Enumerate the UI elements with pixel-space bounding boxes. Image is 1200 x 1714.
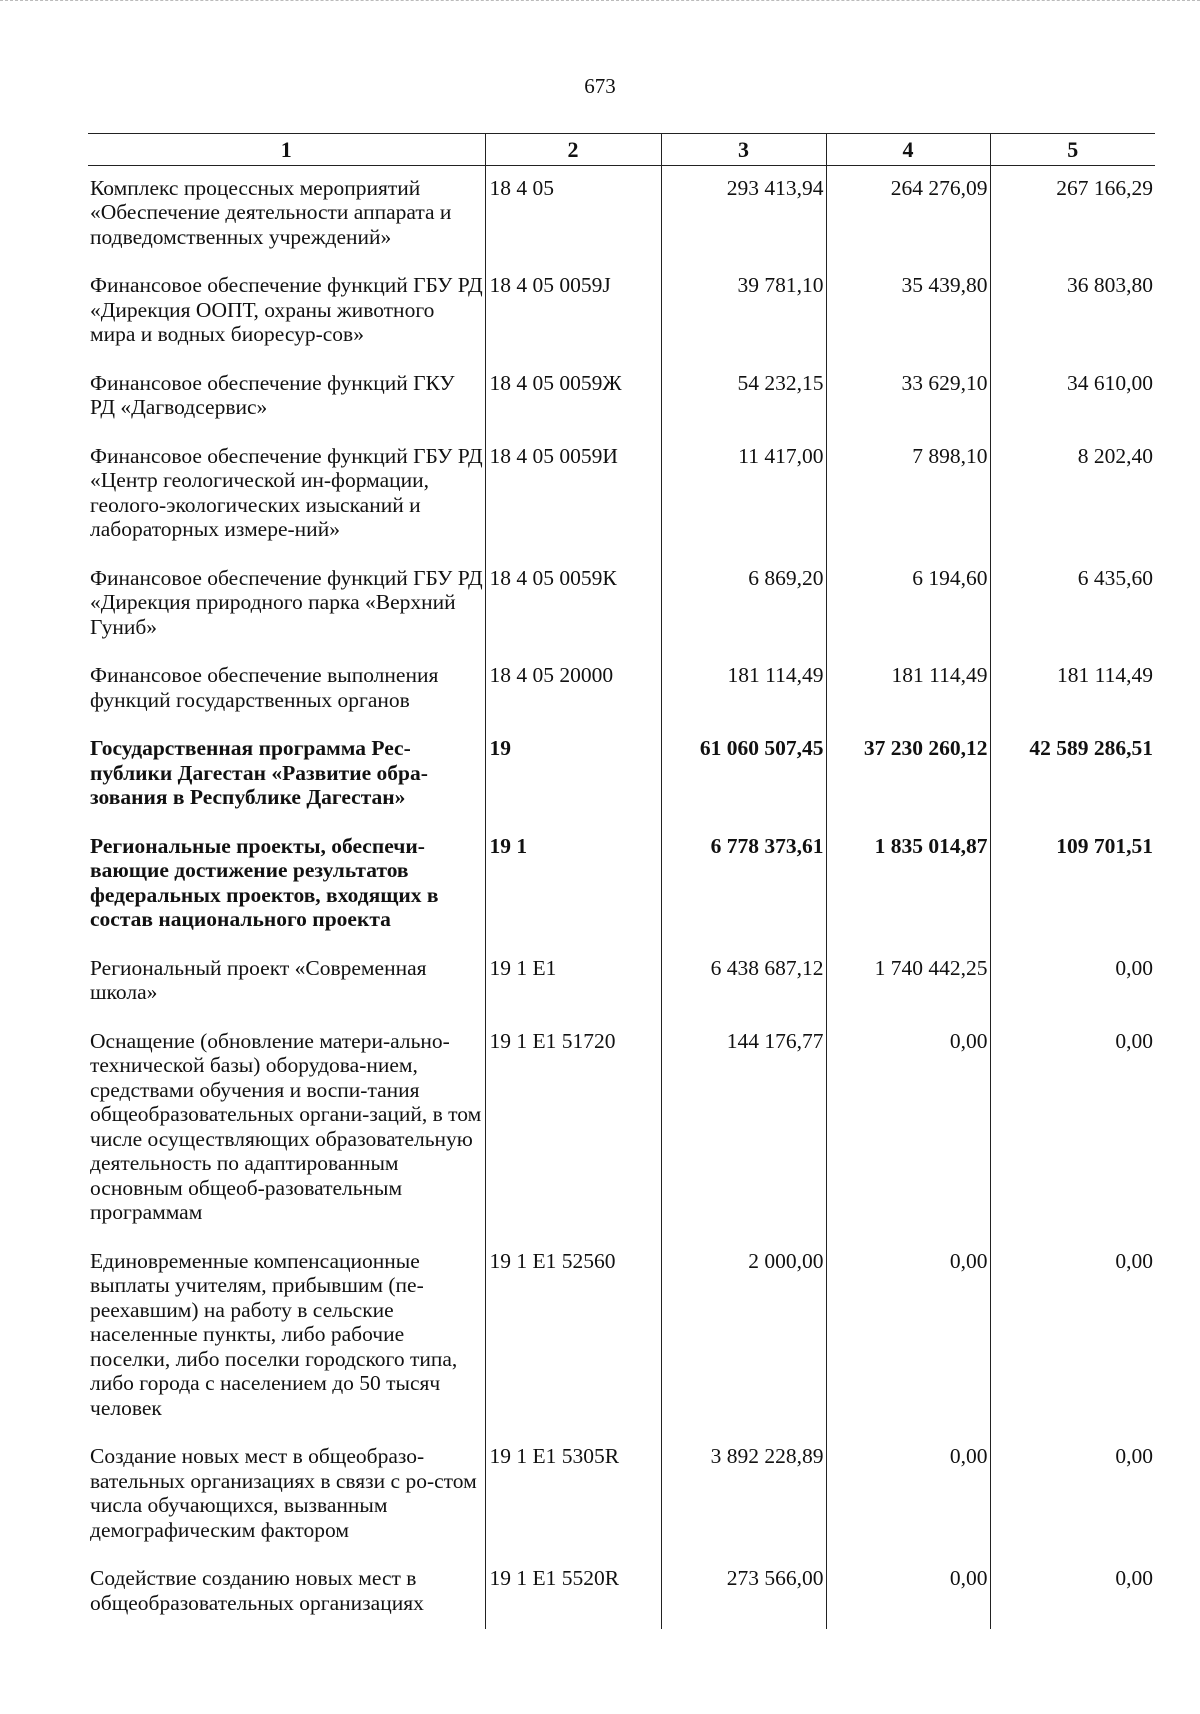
- row-value-col-4: 0,00: [826, 1556, 990, 1629]
- header-row: [88, 134, 1155, 166]
- row-value-col-3: 293 413,94: [661, 165, 826, 263]
- row-value-col-5: 0,00: [990, 946, 1155, 1019]
- row-value-col-4: 0,00: [826, 1239, 990, 1435]
- row-code-cell: 19 1 E1 5520R: [485, 1556, 661, 1629]
- header-col-1: 1: [88, 134, 485, 166]
- budget-table: [88, 133, 1155, 1629]
- table-row: [88, 1434, 1155, 1556]
- table-row: [88, 1556, 1155, 1629]
- table-row: [88, 361, 1155, 434]
- table-body: [88, 165, 1155, 1629]
- row-value-col-4: 35 439,80: [826, 263, 990, 361]
- row-code-cell: 18 4 05 0059J: [485, 263, 661, 361]
- row-value-col-5: 181 114,49: [990, 653, 1155, 726]
- row-value-col-5: 36 803,80: [990, 263, 1155, 361]
- row-code-cell: 18 4 05 20000: [485, 653, 661, 726]
- row-value-col-4: 1 740 442,25: [826, 946, 990, 1019]
- row-value-col-4: 37 230 260,12: [826, 726, 990, 824]
- row-name-cell: Содействие созданию новых мест в общеобразовательных организациях: [90, 1566, 424, 1615]
- row-code-cell: 18 4 05 0059Ж: [485, 361, 661, 434]
- table-row: [88, 946, 1155, 1019]
- row-value-col-5: 34 610,00: [990, 361, 1155, 434]
- row-value-col-4: 6 194,60: [826, 556, 990, 654]
- table-row: [88, 653, 1155, 726]
- row-name-cell: Оснащение (обновление матери-ально-технической базы) оборудова-нием, средствами обучения и воспи-тания общеобразовательных органи-заций, в том числе осуществляющих образовательную деятельность по адаптированным основным общеоб-разовательным программам: [90, 1028, 482, 1224]
- row-value-col-5: 0,00: [990, 1239, 1155, 1435]
- row-code-cell: 19 1: [485, 824, 661, 946]
- header-col-3: 3: [661, 134, 826, 166]
- row-value-col-3: 273 566,00: [661, 1556, 826, 1629]
- row-value-col-5: 109 701,51: [990, 824, 1155, 946]
- row-code-cell: 19 1 E1 51720: [485, 1019, 661, 1239]
- row-name-cell: Финансовое обеспечение функций ГБУ РД «Дирекция природного парка «Верхний Гуниб»: [90, 565, 483, 639]
- row-name-cell: Региональный проект «Современная школа»: [90, 955, 427, 1004]
- row-name-cell: Региональные проекты, обеспечи-вающие достижение результатов федеральных проектов, входящих в состав национального проекта: [90, 833, 439, 931]
- row-name-cell: Комплекс процессных мероприятий «Обеспечение деятельности аппарата и подведомственных учреждений»: [90, 175, 452, 249]
- row-value-col-3: 2 000,00: [661, 1239, 826, 1435]
- row-value-col-3: 39 781,10: [661, 263, 826, 361]
- table-header: [88, 134, 1155, 166]
- row-value-col-4: 0,00: [826, 1019, 990, 1239]
- table-row: [88, 726, 1155, 824]
- row-value-col-4: 7 898,10: [826, 434, 990, 556]
- row-value-col-5: 8 202,40: [990, 434, 1155, 556]
- row-name-cell: Единовременные компенсационные выплаты учителям, прибывшим (пе-реехавшим) на работу в сельские населенные пункты, либо рабочие поселки, либо поселки городского типа, либо города с населением до 50 тысяч человек: [90, 1248, 458, 1420]
- page-number: 673: [584, 74, 616, 98]
- header-col-4: 4: [826, 134, 990, 166]
- row-value-col-5: 0,00: [990, 1556, 1155, 1629]
- row-value-col-5: 267 166,29: [990, 165, 1155, 263]
- row-value-col-4: 181 114,49: [826, 653, 990, 726]
- row-value-col-5: 0,00: [990, 1434, 1155, 1556]
- table-row: [88, 434, 1155, 556]
- row-value-col-3: 54 232,15: [661, 361, 826, 434]
- row-code-cell: 18 4 05 0059И: [485, 434, 661, 556]
- table-row: [88, 1019, 1155, 1239]
- row-value-col-4: 264 276,09: [826, 165, 990, 263]
- row-code-cell: 19 1 E1 52560: [485, 1239, 661, 1435]
- row-value-col-3: 6 438 687,12: [661, 946, 826, 1019]
- row-code-cell: 19: [485, 726, 661, 824]
- table-row: [88, 165, 1155, 263]
- row-name-cell: Финансовое обеспечение функций ГБУ РД «Дирекция ООПТ, охраны животного мира и водных биоресур-сов»: [90, 273, 483, 346]
- row-value-col-5: 6 435,60: [990, 556, 1155, 654]
- row-value-col-3: 61 060 507,45: [661, 726, 826, 824]
- row-value-col-3: 6 778 373,61: [661, 824, 826, 946]
- row-value-col-5: 42 589 286,51: [990, 726, 1155, 824]
- row-code-cell: 19 1 E1: [485, 946, 661, 1019]
- row-value-col-4: 1 835 014,87: [826, 824, 990, 946]
- row-code-cell: 19 1 E1 5305R: [485, 1434, 661, 1556]
- row-code-cell: 18 4 05: [485, 165, 661, 263]
- row-value-col-3: 11 417,00: [661, 434, 826, 556]
- row-value-col-5: 0,00: [990, 1019, 1155, 1239]
- table-row: [88, 556, 1155, 654]
- row-value-col-4: 0,00: [826, 1434, 990, 1556]
- row-value-col-3: 6 869,20: [661, 556, 826, 654]
- row-value-col-3: 181 114,49: [661, 653, 826, 726]
- row-value-col-3: 144 176,77: [661, 1019, 826, 1239]
- header-col-5: 5: [990, 134, 1155, 166]
- row-name-cell: Финансовое обеспечение функций ГКУ РД «Дагводсервис»: [90, 370, 455, 419]
- row-name-cell: Создание новых мест в общеобразо-вательных организациях в связи с ро-стом числа обучающихся, вызванным демографическим фактором: [90, 1444, 477, 1542]
- row-name-cell: Финансовое обеспечение выполнения функций государственных органов: [90, 663, 439, 712]
- table-row: [88, 824, 1155, 946]
- header-col-2: 2: [485, 134, 661, 166]
- row-name-cell: Государственная программа Рес-публики Дагестан «Развитие обра-зования в Республике Дагестан»: [90, 736, 428, 809]
- row-name-cell: Финансовое обеспечение функций ГБУ РД «Центр геологической ин-формации, геолого-экологических изысканий и лабораторных измере-ний»: [90, 443, 483, 541]
- table-row: [88, 1239, 1155, 1435]
- row-value-col-3: 3 892 228,89: [661, 1434, 826, 1556]
- row-value-col-4: 33 629,10: [826, 361, 990, 434]
- table-row: [88, 263, 1155, 361]
- scan-top-edge: [0, 0, 1200, 3]
- row-code-cell: 18 4 05 0059К: [485, 556, 661, 654]
